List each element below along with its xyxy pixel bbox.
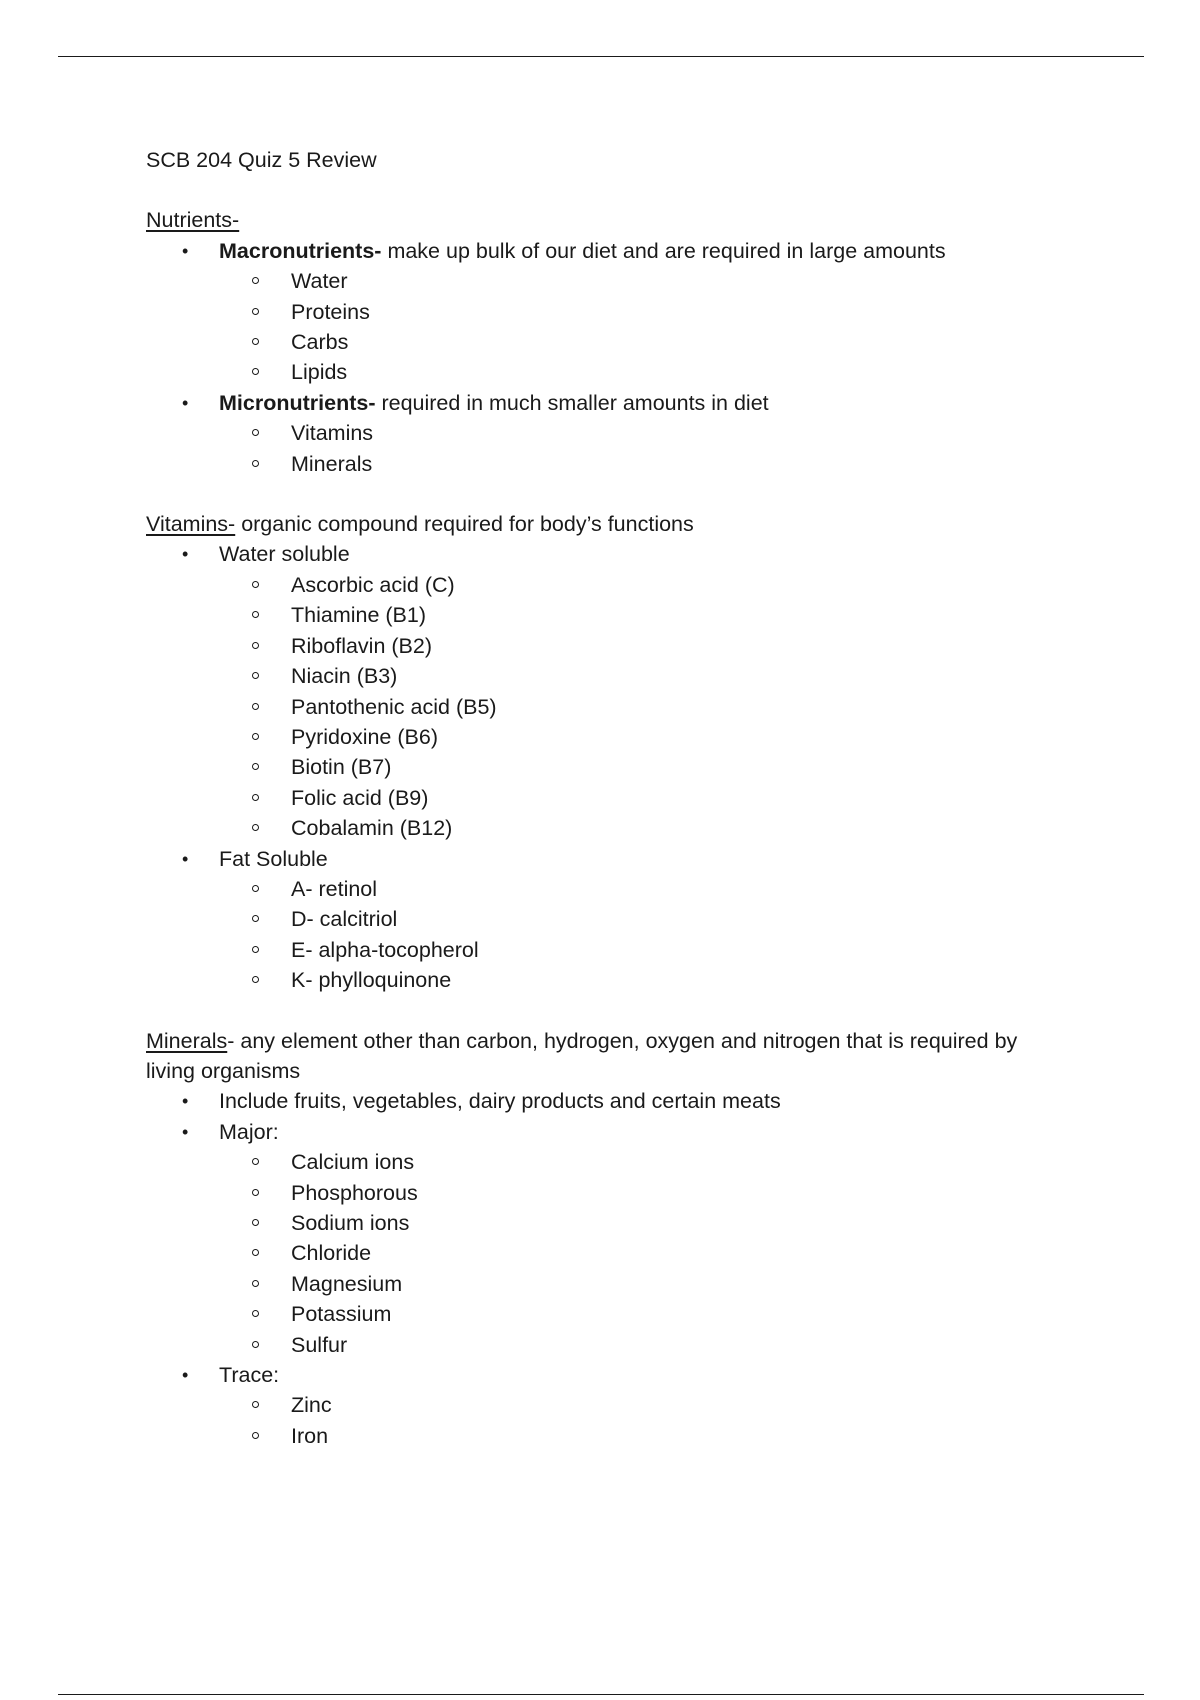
circle-bullet-icon	[252, 733, 259, 740]
sub-list-item	[146, 1178, 1066, 1208]
sub-item-text: Pyridoxine (B6)	[291, 724, 438, 749]
bullet-icon: •	[182, 1121, 189, 1142]
list-item	[146, 1086, 1066, 1116]
bullet-icon: •	[182, 1365, 189, 1386]
list-item	[146, 844, 1066, 996]
sub-list-item	[146, 661, 1066, 691]
sub-list-item	[146, 1208, 1066, 1238]
term-label: Macronutrients-	[219, 238, 382, 263]
circle-bullet-icon	[252, 338, 259, 345]
circle-bullet-icon	[252, 1310, 259, 1317]
sub-list	[146, 570, 1066, 844]
sub-list-item	[146, 600, 1066, 630]
circle-bullet-icon	[252, 1432, 259, 1439]
circle-bullet-icon	[252, 1280, 259, 1287]
sub-list-item	[146, 449, 1066, 479]
circle-bullet-icon	[252, 1401, 259, 1408]
circle-bullet-icon	[252, 1341, 259, 1348]
sub-item-text: Niacin (B3)	[291, 664, 398, 689]
list-item	[146, 539, 1066, 843]
item-text: required in much smaller amounts in diet	[375, 390, 769, 415]
circle-bullet-icon	[252, 277, 259, 284]
sub-list-item	[146, 297, 1066, 327]
item-text: Fat Soluble	[219, 846, 328, 871]
circle-bullet-icon	[252, 885, 259, 892]
sub-list-item	[146, 631, 1066, 661]
sub-list-item	[146, 1147, 1066, 1177]
sub-list-item	[146, 783, 1066, 813]
circle-bullet-icon	[252, 1158, 259, 1165]
bullet-list	[146, 1086, 1066, 1451]
sub-list	[146, 266, 1066, 388]
sub-list-item	[146, 357, 1066, 387]
document-body	[146, 145, 1066, 1451]
sub-list	[146, 418, 1066, 479]
circle-bullet-icon	[252, 642, 259, 649]
sub-item-text: Proteins	[291, 299, 370, 324]
circle-bullet-icon	[252, 429, 259, 436]
bullet-icon: •	[182, 544, 189, 565]
bullet-icon: •	[182, 240, 189, 261]
section-heading-label: Minerals	[146, 1028, 228, 1053]
sub-list-item	[146, 1238, 1066, 1268]
section	[146, 1026, 1066, 1452]
circle-bullet-icon	[252, 824, 259, 831]
sub-item-text: Minerals	[291, 451, 373, 476]
section	[146, 205, 1066, 479]
sub-list-item	[146, 813, 1066, 843]
sub-item-text: A- retinol	[291, 876, 378, 901]
circle-bullet-icon	[252, 763, 259, 770]
sub-list-item	[146, 692, 1066, 722]
circle-bullet-icon	[252, 1249, 259, 1256]
sub-item-text: Iron	[291, 1423, 329, 1448]
sub-item-text: Sodium ions	[291, 1211, 410, 1235]
document-title: SCB 204 Quiz 5 Review	[146, 148, 377, 172]
sub-item-text: Lipids	[291, 360, 348, 385]
item-text: Trace:	[219, 1363, 280, 1388]
bullet-icon: •	[182, 1091, 189, 1112]
sub-list-item	[146, 904, 1066, 934]
sub-list-item	[146, 752, 1066, 782]
circle-bullet-icon	[252, 703, 259, 710]
circle-bullet-icon	[252, 460, 259, 467]
circle-bullet-icon	[252, 581, 259, 588]
sub-list-item	[146, 935, 1066, 965]
sub-list-item	[146, 874, 1066, 904]
circle-bullet-icon	[252, 976, 259, 983]
sub-list-item	[146, 1421, 1066, 1451]
sub-list-item	[146, 418, 1066, 448]
sub-list-item	[146, 327, 1066, 357]
sub-item-text: Potassium	[291, 1302, 392, 1327]
circle-bullet-icon	[252, 946, 259, 953]
sub-list-item	[146, 965, 1066, 995]
sections-container	[146, 205, 1066, 1451]
sub-list-item	[146, 570, 1066, 600]
circle-bullet-icon	[252, 794, 259, 801]
circle-bullet-icon	[252, 611, 259, 618]
sub-list-item	[146, 1390, 1066, 1420]
bullet-list	[146, 236, 1066, 479]
section	[146, 509, 1066, 996]
sub-item-text: Cobalamin (B12)	[291, 816, 453, 841]
sub-item-text: Water	[291, 269, 348, 294]
sub-list	[146, 1147, 1066, 1360]
sub-item-text: Folic acid (B9)	[291, 785, 429, 810]
bullet-icon: •	[182, 848, 189, 869]
sub-item-text: K- phylloquinone	[291, 968, 452, 993]
section-heading	[146, 1026, 1046, 1087]
sub-item-text: Vitamins	[291, 421, 374, 446]
sub-item-text: Pantothenic acid (B5)	[291, 694, 497, 719]
list-item	[146, 388, 1066, 479]
sub-item-text: Riboflavin (B2)	[291, 633, 432, 658]
bullet-list	[146, 539, 1066, 995]
circle-bullet-icon	[252, 915, 259, 922]
sub-item-text: Carbs	[291, 330, 349, 355]
list-item	[146, 236, 1066, 388]
sub-item-text: Magnesium	[291, 1271, 403, 1296]
sub-item-text: Ascorbic acid (C)	[291, 572, 455, 597]
sub-item-text: E- alpha-tocopherol	[291, 937, 479, 962]
sub-item-text: Biotin (B7)	[291, 755, 392, 780]
item-text: make up bulk of our diet and are required in large amounts	[381, 238, 946, 263]
list-item	[146, 1360, 1066, 1451]
sub-item-text: D- calcitriol	[291, 907, 398, 932]
circle-bullet-icon	[252, 368, 259, 375]
section-heading-definition: organic compound required for body’s functions	[235, 512, 694, 537]
circle-bullet-icon	[252, 1189, 259, 1196]
sub-list-item	[146, 722, 1066, 752]
item-text: Water soluble	[219, 542, 350, 567]
header-rule	[58, 56, 1144, 57]
term-label: Micronutrients-	[219, 390, 376, 415]
section-heading	[146, 509, 1066, 539]
sub-list-item	[146, 266, 1066, 296]
circle-bullet-icon	[252, 1219, 259, 1226]
sub-list-item	[146, 1269, 1066, 1299]
sub-list	[146, 1390, 1066, 1451]
item-text: Include fruits, vegetables, dairy products and certain meats	[219, 1089, 781, 1114]
section-heading-label: Nutrients-	[146, 208, 240, 233]
section-heading-definition: - any element other than carbon, hydrogen, oxygen and nitrogen that is required by living organisms	[146, 1028, 1018, 1083]
section-heading-label: Vitamins-	[146, 512, 236, 537]
bullet-icon: •	[182, 392, 189, 413]
footer-rule	[58, 1694, 1144, 1695]
list-item	[146, 1117, 1066, 1360]
circle-bullet-icon	[252, 672, 259, 679]
sub-item-text: Phosphorous	[291, 1180, 418, 1205]
circle-bullet-icon	[252, 308, 259, 315]
sub-item-text: Chloride	[291, 1241, 372, 1266]
sub-item-text: Sulfur	[291, 1332, 348, 1357]
item-text: Major:	[219, 1119, 279, 1144]
sub-list	[146, 874, 1066, 996]
sub-list-item	[146, 1330, 1066, 1360]
sub-item-text: Zinc	[291, 1393, 332, 1418]
sub-list-item	[146, 1299, 1066, 1329]
sub-item-text: Thiamine (B1)	[291, 603, 427, 628]
sub-item-text: Calcium ions	[291, 1150, 415, 1175]
section-heading	[146, 205, 1066, 235]
